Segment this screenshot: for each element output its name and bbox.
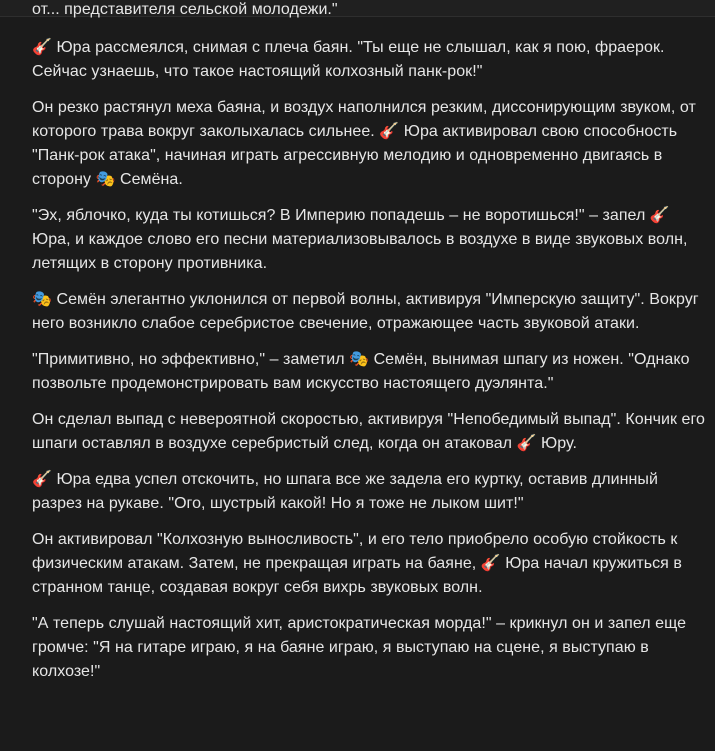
paragraph-10: "А теперь слушай настоящий хит, аристократическая морда!" – крикнул он и запел еще громче: "Я на гитаре играю, я на баяне играю, я выступаю на сцене, я выступаю в колхозе!" <box>32 615 687 680</box>
paragraph-3: Он резко растянул меха баяна, и воздух наполнился резким, диссонирующим звуком, от которого трава вокруг заколыхалась сильнее. 🎸 Юра активировал свою способность "Панк-рок атака", начиная играть агрессивную мелодию и одновременно двигаясь в сторону 🎭 Семёна. <box>32 99 696 188</box>
paragraph-2: 🎸 Юра рассмеялся, снимая с плеча баян. "Ты еще не слышал, как я пою, фраерок. Сейчас узнаешь, что такое настоящий колхозный панк-рок!" <box>32 39 665 80</box>
message-content <box>32 0 708 696</box>
paragraph-5: 🎭 Семён элегантно уклонился от первой волны, активируя "Имперскую защиту". Вокруг него возникло слабое серебристое свечение, отражающее часть звуковой атаки. <box>32 291 699 332</box>
paragraph-6: "Примитивно, но эффективно," – заметил 🎭 Семён, вынимая шпагу из ножен. "Однако позвольте продемонстрировать вам искусство настоящего дуэлянта." <box>32 351 690 392</box>
paragraph-9: Он активировал "Колхозную выносливость", и его тело приобрело особую стойкость к физическим атакам. Затем, не прекращая играть на баяне, 🎸 Юра начал кружиться в странном танце, создавая вокруг себя вихрь звуковых волн. <box>32 531 682 596</box>
paragraph-1: от... представителя сельской молодежи." <box>32 1 338 18</box>
paragraph-4: "Эх, яблочко, куда ты котишься? В Империю попадешь – не воротишься!" – запел 🎸 Юра, и каждое слово его песни материализовывалось в воздухе в виде звуковых волн, летящих в сторону противника. <box>32 207 688 272</box>
paragraph-7: Он сделал выпад с невероятной скоростью, активируя "Непобедимый выпад". Кончик его шпаги оставлял в воздухе серебристый след, когда он атаковал 🎸 Юру. <box>32 411 705 452</box>
paragraph-8: 🎸 Юра едва успел отскочить, но шпага все же задела его куртку, оставив длинный разрез на рукаве. "Ого, шустрый какой! Но я тоже не лыком шит!" <box>32 471 658 512</box>
